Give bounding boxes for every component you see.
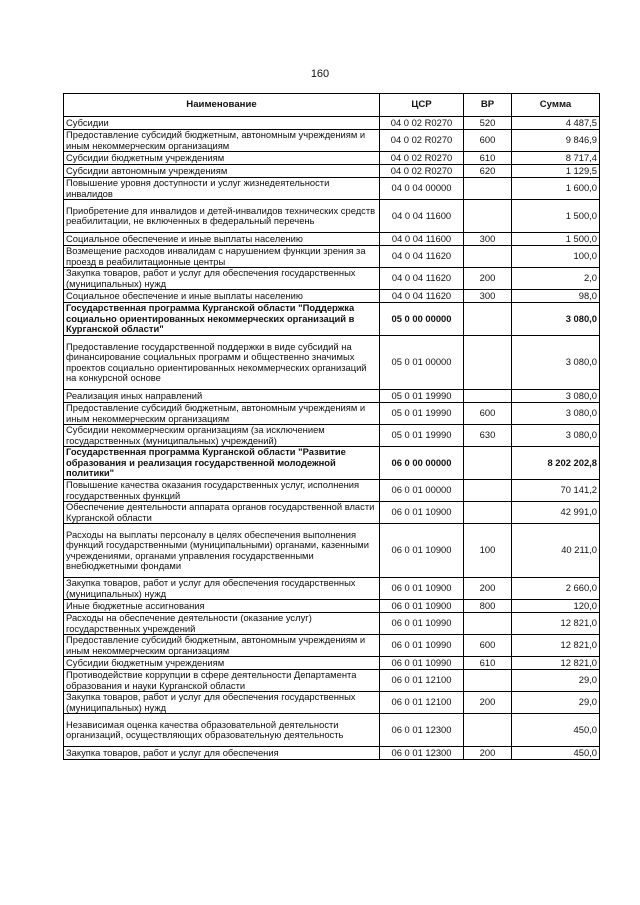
row-name: Субсидии автономным учреждениям: [64, 165, 380, 178]
row-vr: 630: [464, 425, 512, 447]
table-row: [64, 178, 600, 200]
row-csr: 06 0 01 10990: [380, 613, 464, 635]
row-sum: 29,0: [512, 692, 600, 714]
row-sum: 8 202 202,8: [512, 447, 600, 480]
row-name: Возмещение расходов инвалидам с нарушением функции зрения за проезд в реабилитационные центры: [64, 246, 380, 268]
table-row: [64, 336, 600, 390]
row-sum: 1 500,0: [512, 200, 600, 233]
row-name: Государственная программа Курганской области "Развитие образования и реализация государственной молодежной политики": [64, 447, 380, 480]
row-csr: 06 0 01 10990: [380, 657, 464, 670]
row-name: Закупка товаров, работ и услуг для обеспечения: [64, 747, 380, 760]
row-vr: [464, 178, 512, 200]
row-vr: [464, 480, 512, 502]
table-row: [64, 502, 600, 524]
row-csr: 04 0 04 00000: [380, 178, 464, 200]
row-csr: 04 0 02 R0270: [380, 152, 464, 165]
row-csr: 06 0 01 10900: [380, 524, 464, 578]
row-sum: 1 129,5: [512, 165, 600, 178]
row-vr: 200: [464, 268, 512, 290]
row-csr: 06 0 01 10900: [380, 578, 464, 600]
row-name: Расходы на выплаты персоналу в целях обеспечения выполнения функций государственными (муниципальными) органами, казенными учреждениями, органами управления государственными внебюджетными фондами: [64, 524, 380, 578]
row-vr: 800: [464, 600, 512, 613]
row-sum: 450,0: [512, 747, 600, 760]
table-row: [64, 480, 600, 502]
row-vr: 520: [464, 117, 512, 130]
row-name: Повышение качества оказания государственных услуг, исполнения государственных функций: [64, 480, 380, 502]
row-name: Независимая оценка качества образовательной деятельности организаций, осуществляющих образовательную деятельность: [64, 714, 380, 747]
row-vr: 200: [464, 747, 512, 760]
table-row: [64, 524, 600, 578]
row-vr: [464, 390, 512, 403]
row-csr: 04 0 02 R0270: [380, 165, 464, 178]
row-vr: [464, 502, 512, 524]
table-row: [64, 447, 600, 480]
row-sum: 9 846,9: [512, 130, 600, 152]
row-sum: 2 660,0: [512, 578, 600, 600]
header-vr: ВР: [464, 94, 512, 117]
row-name: Социальное обеспечение и иные выплаты населению: [64, 290, 380, 303]
row-csr: 06 0 01 12100: [380, 692, 464, 714]
table-row: [64, 578, 600, 600]
row-sum: 450,0: [512, 714, 600, 747]
row-vr: 300: [464, 233, 512, 246]
row-sum: 42 991,0: [512, 502, 600, 524]
row-name: Предоставление государственной поддержки в виде субсидий на финансирование социальных программ и общественно значимых проектов социально ориентированных некоммерческих организаций на конкурсной основе: [64, 336, 380, 390]
row-vr: 600: [464, 403, 512, 425]
row-csr: 06 0 01 12300: [380, 747, 464, 760]
header-sum: Сумма: [512, 94, 600, 117]
row-vr: 610: [464, 152, 512, 165]
table-row: [64, 303, 600, 336]
row-name: Социальное обеспечение и иные выплаты населению: [64, 233, 380, 246]
row-vr: 200: [464, 578, 512, 600]
row-sum: 12 821,0: [512, 613, 600, 635]
table-row: [64, 246, 600, 268]
row-sum: 3 080,0: [512, 390, 600, 403]
row-name: Предоставление субсидий бюджетным, автономным учреждениям и иным некоммерческим организациям: [64, 403, 380, 425]
row-sum: 3 080,0: [512, 336, 600, 390]
row-sum: 100,0: [512, 246, 600, 268]
budget-table: [63, 93, 600, 760]
table-body: [64, 117, 600, 760]
row-csr: 05 0 00 00000: [380, 303, 464, 336]
row-csr: 05 0 01 19990: [380, 425, 464, 447]
row-name: Противодействие коррупции в сфере деятельности Департамента образования и науки Курганской области: [64, 670, 380, 692]
table-row: [64, 670, 600, 692]
row-vr: [464, 246, 512, 268]
row-sum: 3 080,0: [512, 425, 600, 447]
row-vr: [464, 670, 512, 692]
row-name: Иные бюджетные ассигнования: [64, 600, 380, 613]
row-name: Повышение уровня доступности и услуг жизнедеятельности инвалидов: [64, 178, 380, 200]
row-csr: 06 0 01 10990: [380, 635, 464, 657]
row-name: Обеспечение деятельности аппарата органов государственной власти Курганской области: [64, 502, 380, 524]
header-csr: ЦСР: [380, 94, 464, 117]
table-row: [64, 390, 600, 403]
table-row: [64, 233, 600, 246]
table-row: [64, 692, 600, 714]
row-vr: [464, 336, 512, 390]
table-row: [64, 403, 600, 425]
table-row: [64, 130, 600, 152]
row-name: Предоставление субсидий бюджетным, автономным учреждениям и иным некоммерческим организациям: [64, 635, 380, 657]
row-sum: 1 500,0: [512, 233, 600, 246]
row-name: Предоставление субсидий бюджетным, автономным учреждениям и иным некоммерческим организациям: [64, 130, 380, 152]
row-name: Государственная программа Курганской области "Поддержка социально ориентированных некоммерческих организаций в Курганской области": [64, 303, 380, 336]
row-vr: 600: [464, 130, 512, 152]
row-vr: [464, 447, 512, 480]
table-row: [64, 600, 600, 613]
row-csr: 06 0 01 10900: [380, 600, 464, 613]
row-vr: 100: [464, 524, 512, 578]
row-sum: 98,0: [512, 290, 600, 303]
table-row: [64, 200, 600, 233]
row-vr: [464, 613, 512, 635]
table-row: [64, 152, 600, 165]
page-number: 160: [310, 68, 330, 80]
row-vr: 620: [464, 165, 512, 178]
row-name: Реализация иных направлений: [64, 390, 380, 403]
row-vr: [464, 714, 512, 747]
row-vr: 600: [464, 635, 512, 657]
row-sum: 29,0: [512, 670, 600, 692]
header-name: Наименование: [64, 94, 380, 117]
row-sum: 3 080,0: [512, 303, 600, 336]
row-sum: 12 821,0: [512, 657, 600, 670]
row-sum: 8 717,4: [512, 152, 600, 165]
row-csr: 04 0 02 R0270: [380, 130, 464, 152]
table-row: [64, 268, 600, 290]
row-name: Приобретение для инвалидов и детей-инвалидов технических средств реабилитации, не включенных в федеральный перечень: [64, 200, 380, 233]
row-vr: 300: [464, 290, 512, 303]
row-name: Субсидии бюджетным учреждениям: [64, 152, 380, 165]
row-sum: 120,0: [512, 600, 600, 613]
row-vr: 200: [464, 692, 512, 714]
row-csr: 04 0 02 R0270: [380, 117, 464, 130]
row-sum: 4 487,5: [512, 117, 600, 130]
table-header-row: [64, 94, 600, 117]
row-name: Закупка товаров, работ и услуг для обеспечения государственных (муниципальных) нужд: [64, 578, 380, 600]
table-row: [64, 290, 600, 303]
table-row: [64, 165, 600, 178]
row-csr: 05 0 01 19990: [380, 390, 464, 403]
table-row: [64, 117, 600, 130]
row-csr: 04 0 04 11620: [380, 290, 464, 303]
row-csr: 04 0 04 11600: [380, 233, 464, 246]
table-row: [64, 613, 600, 635]
row-sum: 70 141,2: [512, 480, 600, 502]
row-vr: 610: [464, 657, 512, 670]
row-csr: 04 0 04 11620: [380, 268, 464, 290]
table-row: [64, 657, 600, 670]
row-name: Закупка товаров, работ и услуг для обеспечения государственных (муниципальных) нужд: [64, 268, 380, 290]
row-sum: 40 211,0: [512, 524, 600, 578]
row-csr: 04 0 04 11600: [380, 200, 464, 233]
row-sum: 3 080,0: [512, 403, 600, 425]
row-vr: [464, 303, 512, 336]
row-vr: [464, 200, 512, 233]
row-name: Субсидии некоммерческим организациям (за исключением государственных (муниципальных) учреждений): [64, 425, 380, 447]
row-csr: 04 0 04 11620: [380, 246, 464, 268]
table-row: [64, 714, 600, 747]
row-name: Субсидии: [64, 117, 380, 130]
row-sum: 1 600,0: [512, 178, 600, 200]
row-csr: 06 0 01 12300: [380, 714, 464, 747]
row-csr: 06 0 01 00000: [380, 480, 464, 502]
table-row: [64, 747, 600, 760]
row-name: Расходы на обеспечение деятельности (оказание услуг) государственных учреждений: [64, 613, 380, 635]
table-row: [64, 425, 600, 447]
row-csr: 05 0 01 00000: [380, 336, 464, 390]
row-csr: 06 0 01 12100: [380, 670, 464, 692]
row-sum: 12 821,0: [512, 635, 600, 657]
table-row: [64, 635, 600, 657]
row-csr: 06 0 00 00000: [380, 447, 464, 480]
row-name: Субсидии бюджетным учреждениям: [64, 657, 380, 670]
row-csr: 05 0 01 19990: [380, 403, 464, 425]
row-name: Закупка товаров, работ и услуг для обеспечения государственных (муниципальных) нужд: [64, 692, 380, 714]
row-csr: 06 0 01 10900: [380, 502, 464, 524]
row-sum: 2,0: [512, 268, 600, 290]
